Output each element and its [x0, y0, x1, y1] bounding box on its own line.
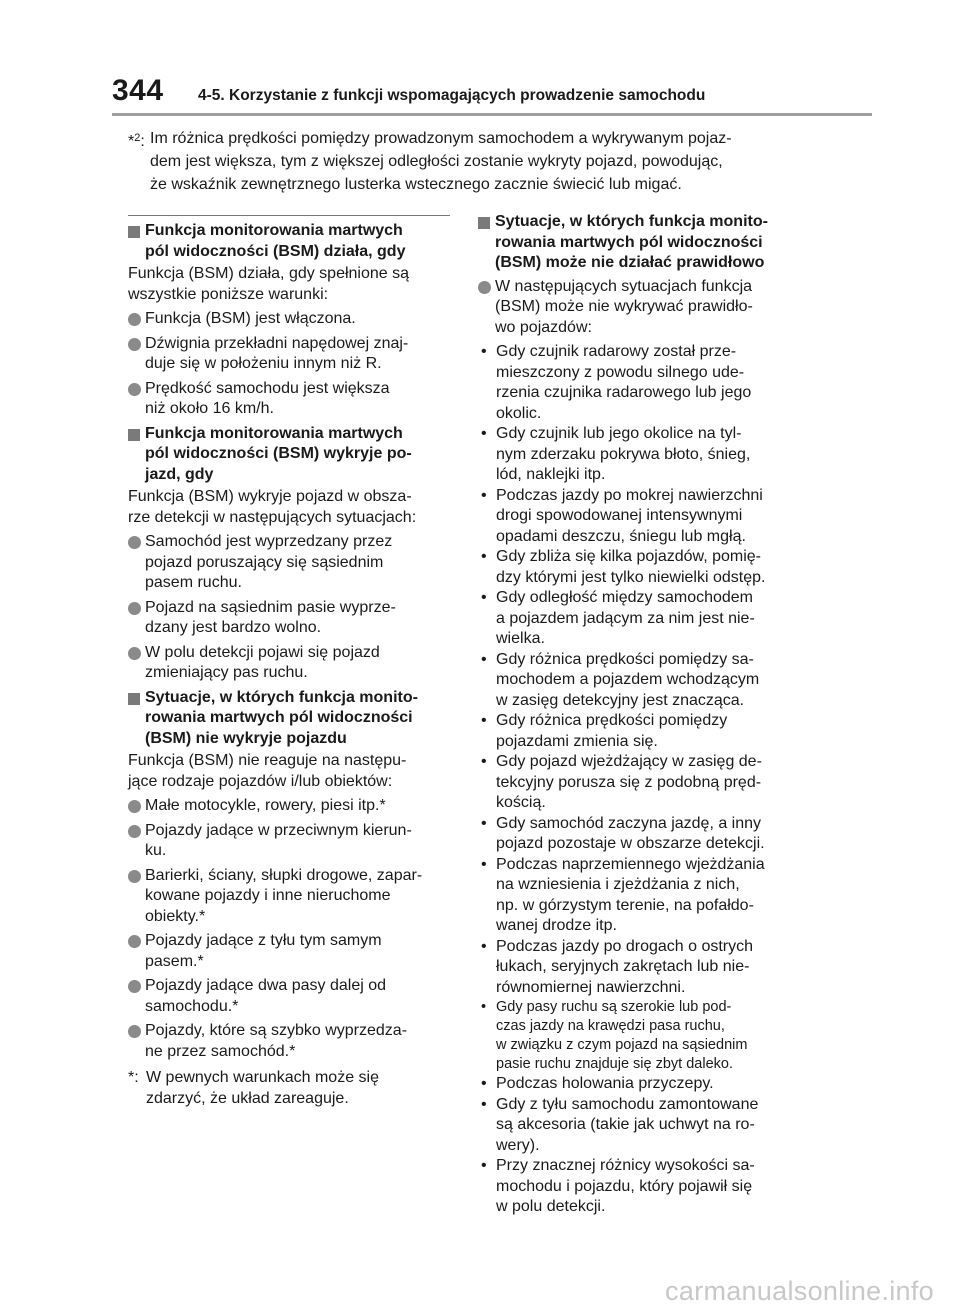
bullet-dot-icon: •: [481, 937, 487, 955]
bullet-line: Gdy różnica prędkości pomiędzy: [496, 712, 728, 729]
bullet-dot-icon: •: [481, 1075, 487, 1092]
list-item: Prędkość samochodu jest większa niż około 16 km/h.: [128, 379, 463, 420]
round-bullet-icon: [128, 870, 141, 883]
list-item: Pojazdy jadące dwa pasy dalej od samochodu.*: [128, 976, 463, 1017]
watermark: carmanualsonline.info: [665, 1276, 934, 1306]
bullet-dot-icon: •: [481, 1157, 487, 1174]
bullet-line: dzy którymi jest tylko niewielki odstęp.: [496, 568, 766, 586]
bullet-line: mochodu i pojazdu, który pojawił się: [496, 1177, 753, 1195]
round-bullet-icon: [128, 313, 141, 326]
bullet-line: wanej drodze itp.: [496, 917, 617, 934]
bullet-item: [478, 937, 813, 999]
bullet-line: mochodem a pojazdem wchodzącym: [496, 671, 760, 688]
list-item: Pojazdy jadące w przeciwnym kierun- ku.: [128, 821, 463, 862]
bullet-line: pasie ruchu znajduje się zbyt daleko.: [496, 1056, 733, 1072]
bullet-dot-icon: •: [481, 999, 487, 1015]
bullet-dot-icon: •: [481, 814, 487, 832]
bullet-line: Podczas jazdy po drogach o ostrych: [496, 937, 754, 955]
bullet-line: w zasięg detekcyjny jest znacząca.: [496, 691, 745, 709]
left-column: [128, 219, 463, 1109]
bullet-line: Gdy czujnik radarowy został prze-: [496, 343, 737, 360]
bullet-line: Gdy pojazd wjeżdżający w zasięg de-: [496, 753, 762, 770]
bullet-line: drogi spowodowanej intensywnymi: [496, 507, 743, 524]
column-divider: [128, 215, 450, 216]
bullet-line: opadami deszczu, śniegu lub mgłą.: [496, 527, 746, 545]
bullet-dot-icon: •: [481, 589, 487, 606]
list-item: Funkcja (BSM) jest włączona.: [128, 309, 463, 330]
bullet-line: wielka.: [496, 630, 545, 647]
bullet-dot-icon: •: [481, 712, 487, 729]
bullet-item: [478, 711, 813, 752]
section-intro: Funkcja (BSM) wykryje pojazd w obsza- rze detekcji w następujących sytuacjach:: [128, 488, 417, 526]
page-header: [112, 74, 872, 114]
bullet-line: Gdy samochód zaczyna jazdę, a inny: [496, 814, 762, 832]
bullet-item: [478, 752, 813, 814]
bullet-line: na wzniesienia i zjeżdżania z nich,: [496, 876, 740, 893]
bullet-dot-icon: •: [481, 548, 487, 565]
bullet-item: [478, 855, 813, 937]
list-item: Pojazdy, które są szybko wyprzedza- ne przez samochód.*: [128, 1021, 463, 1062]
bullet-line: Gdy różnica prędkości pomiędzy sa-: [496, 650, 754, 668]
round-bullet-icon: [128, 935, 141, 948]
bullet-line: Podczas jazdy po mokrej nawierzchni: [496, 486, 763, 504]
section-heading-bsm-not-detect: Sytuacje, w których funkcja monito- rowania martwych pól widoczności (BSM) nie wykryje pojazdu: [128, 688, 463, 750]
bullet-line: tekcyjny porusza się z podobną pręd-: [496, 773, 762, 791]
bullet-line: pojazd pozostaje w obszarze detekcji.: [496, 835, 765, 852]
bullet-line: kością.: [496, 794, 546, 811]
bullet-line: Podczas holowania przyczepy.: [496, 1075, 714, 1092]
bullet-line: okolic.: [496, 404, 542, 422]
square-bullet-icon: [128, 429, 140, 441]
bullet-line: Gdy czujnik lub jego okolice na tyl-: [496, 425, 742, 442]
bullet-line: pojazdami zmienia się.: [496, 732, 658, 750]
bullet-line: lód, naklejki itp.: [496, 466, 606, 483]
footnote-2-line: Im różnica prędkości pomiędzy prowadzonym samochodem a wykrywanym pojaz-: [150, 130, 732, 147]
square-bullet-icon: [128, 693, 140, 705]
footnote-2-mark: *$^2$:: [128, 132, 145, 150]
bullet-item: [478, 486, 813, 548]
square-bullet-icon: [128, 226, 140, 238]
bullet-dot-icon: •: [481, 855, 487, 873]
bullet-line: w związku z czym pojazd na sąsiednim: [496, 1037, 748, 1053]
round-bullet-icon: [128, 800, 141, 813]
bullet-line: w polu detekcji.: [496, 1198, 606, 1215]
bullet-line: np. w górzystym terenie, na pofałdo-: [496, 896, 754, 914]
bullet-line: Gdy pasy ruchu są szerokie lub pod-: [496, 999, 732, 1015]
list-item: Pojazd na sąsiednim pasie wyprze- dzany jest bardzo wolno.: [128, 598, 463, 639]
chapter-title: 4-5. Korzystanie z funkcji wspomagających prowadzenie samochodu: [198, 87, 706, 104]
footnote-2-line: dem jest większa, tym z większej odległości zostanie wykryty pojazd, powodując,: [150, 153, 723, 170]
bullet-line: mieszczony z powodu silnego ude-: [496, 363, 745, 381]
section-heading-bsm-works: Funkcja monitorowania martwych pól widoczności (BSM) działa, gdy: [128, 221, 463, 262]
right-column: [478, 210, 813, 1218]
section-intro: Funkcja (BSM) nie reaguje na następu- jące rodzaje pojazdów i/lub obiektów:: [128, 752, 407, 790]
round-bullet-icon: [128, 338, 141, 351]
asterisk-note: *: W pewnych warunkach może się zdarzyć, że układ zareaguje.: [128, 1069, 379, 1107]
round-bullet-icon: [478, 281, 491, 294]
bullet-dot-icon: •: [481, 343, 487, 360]
section-heading-bsm-detects: Funkcja monitorowania martwych pól widoczności (BSM) wykryje po- jazd, gdy: [128, 424, 463, 486]
list-item: W polu detekcji pojawi się pojazd zmieniający pas ruchu.: [128, 643, 463, 684]
section-intro: Funkcja (BSM) działa, gdy spełnione są wszystkie poniższe warunki:: [128, 265, 410, 303]
square-bullet-icon: [478, 217, 490, 229]
bullet-item: [478, 547, 813, 588]
bullet-line: wery).: [496, 1136, 540, 1154]
bullet-line: Gdy z tyłu samochodu zamontowane: [496, 1095, 759, 1113]
bullet-line: są akcesoria (takie jak uchwyt na ro-: [496, 1116, 755, 1133]
bullet-dot-icon: •: [481, 650, 487, 668]
bullet-line: Przy znacznej różnicy wysokości sa-: [496, 1157, 755, 1174]
bullet-line: Gdy odległość między samochodem: [496, 589, 754, 606]
round-bullet-icon: [128, 1025, 141, 1038]
list-item: W następujących sytuacjach funkcja (BSM) może nie wykrywać prawidło- wo pojazdów:: [478, 277, 813, 339]
bullet-dot-icon: •: [481, 425, 487, 442]
list-item: Samochód jest wyprzedzany przez pojazd poruszający się sąsiednim pasem ruchu.: [128, 532, 463, 594]
bullet-line: Gdy zbliża się kilka pojazdów, pomię-: [496, 548, 762, 565]
bullet-item: [478, 1074, 813, 1095]
section-heading-bsm-may-not-work: Sytuacje, w których funkcja monito- rowania martwych pól widoczności (BSM) może nie działać prawidłowo: [478, 212, 813, 274]
round-bullet-icon: [128, 825, 141, 838]
bullet-dot-icon: •: [481, 753, 487, 770]
bullet-dot-icon: •: [481, 1095, 487, 1113]
round-bullet-icon: [128, 602, 141, 615]
bullet-item: [478, 1095, 813, 1157]
bullet-item: [478, 1156, 813, 1218]
bullet-line: Podczas naprzemiennego wjeżdżania: [496, 855, 765, 873]
round-bullet-icon: [128, 647, 141, 660]
page-number: 344: [112, 74, 164, 107]
bullet-item: [478, 588, 813, 650]
bullet-item: [478, 424, 813, 486]
header-divider: [112, 113, 872, 116]
bullet-item: [478, 650, 813, 712]
bullet-item: [478, 342, 813, 424]
round-bullet-icon: [128, 383, 141, 396]
condition-list: [478, 342, 813, 1218]
round-bullet-icon: [128, 536, 141, 549]
bullet-line: łukach, seryjnych zakrętach lub nie-: [496, 958, 750, 975]
list-item: Dźwignia przekładni napędowej znaj- duje się w położeniu innym niż R.: [128, 334, 463, 375]
footnote-2: [128, 127, 828, 196]
list-item: Barierki, ściany, słupki drogowe, zapar- kowane pojazdy i inne nieruchome obiekty.*: [128, 866, 463, 928]
bullet-line: a pojazdem jadącym za nim jest nie-: [496, 609, 755, 627]
bullet-item: [478, 814, 813, 855]
bullet-line: nym zderzaku pokrywa błoto, śnieg,: [496, 445, 751, 463]
bullet-line: równomiernej nawierzchni.: [496, 978, 686, 996]
bullet-dot-icon: •: [481, 486, 487, 504]
bullet-item: [478, 998, 813, 1074]
round-bullet-icon: [128, 980, 141, 993]
bullet-line: rzenia czujnika radarowego lub jego: [496, 384, 752, 401]
footnote-2-line: że wskaźnik zewnętrznego lusterka wstecznego zacznie świecić lub migać.: [150, 176, 682, 193]
list-item: Małe motocykle, rowery, piesi itp.*: [128, 796, 463, 817]
list-item: Pojazdy jadące z tyłu tym samym pasem.*: [128, 931, 463, 972]
bullet-line: czas jazdy na krawędzi pasa ruchu,: [496, 1018, 725, 1034]
